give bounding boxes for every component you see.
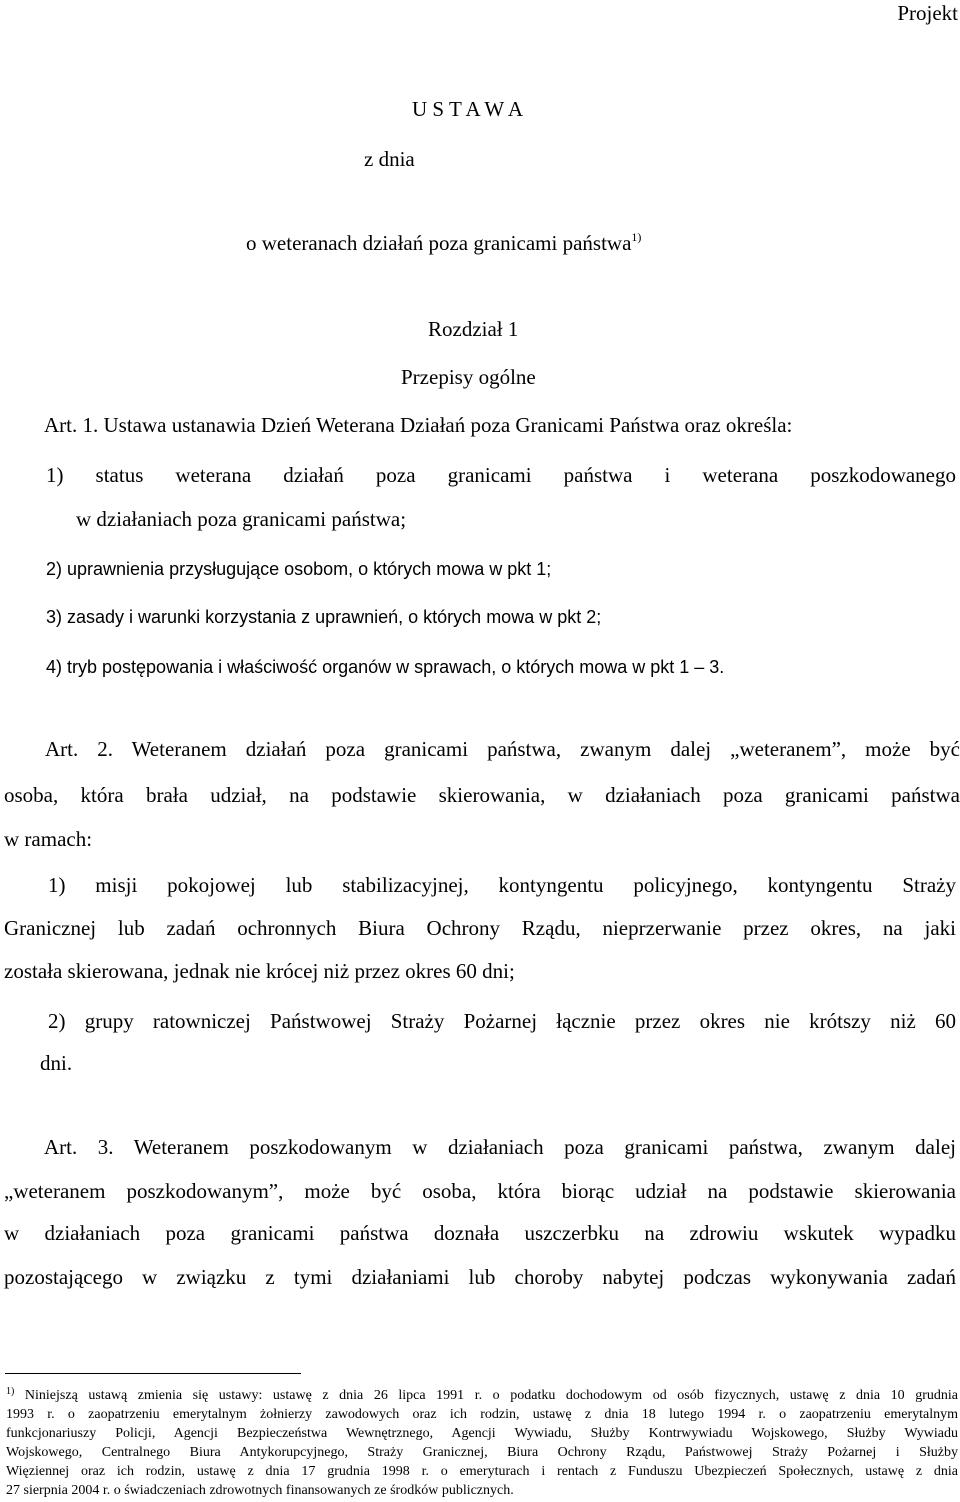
footnote-separator bbox=[5, 1373, 301, 1374]
art3-line1: Art. 3. Weteranem poszkodowanym w działaniach poza granicami państwa, zwanym dalej bbox=[44, 1135, 956, 1159]
art2-line3: w ramach: bbox=[4, 827, 93, 851]
art1-point2: 2) uprawnienia przysługujące osobom, o których mowa w pkt 1; bbox=[46, 559, 552, 579]
footnote-line-text: Niniejszą ustawą zmienia się ustawy: ustawę z dnia 26 lipca 1991 r. o podatku dochodowym od osób fizycznych, ustawę z dnia 10 grudnia bbox=[24, 1388, 958, 1403]
footnote-line: 1993 r. o zaopatrzeniu emerytalnym żołnierzy zawodowych oraz ich rodzin, ustawę z dnia 18 lutego 1994 r. o zaopatrzeniu emerytalnym bbox=[6, 1407, 958, 1422]
act-date: z dnia bbox=[364, 147, 415, 171]
art2-point1-line2: Granicznej lub zadań ochronnych Biura Ochrony Rządu, nieprzerwanie przez okres, na jaki bbox=[4, 916, 956, 940]
art1-point1-line1: 1) status weterana działań poza granicami państwa i weterana poszkodowanego bbox=[46, 463, 956, 487]
footnote bbox=[6, 1386, 958, 1500]
art1-point3: 3) zasady i warunki korzystania z uprawnień, o których mowa w pkt 2; bbox=[46, 607, 602, 627]
footnote-line bbox=[6, 1386, 958, 1405]
art2-line2: osoba, która brała udział, na podstawie skierowania, w działaniach poza granicami państwa bbox=[4, 783, 960, 807]
art1-head: Art. 1. Ustawa ustanawia Dzień Weterana Działań poza Granicami Państwa oraz określa: bbox=[44, 413, 793, 437]
footnote-line: Więziennej oraz ich rodzin, ustawę z dnia 17 grudnia 1998 r. o emeryturach i rentach z Funduszu Ubezpieczeń Społecznych, ustawę z dnia bbox=[6, 1464, 958, 1479]
art2-point1-line3: została skierowana, jednak nie krócej niż przez okres 60 dni; bbox=[4, 959, 515, 983]
art3-line2: „weteranem poszkodowanym”, może być osoba, która biorąc udział na podstawie skierowania bbox=[4, 1179, 956, 1203]
project-label: Projekt bbox=[897, 1, 958, 25]
footnote-reference: 1) bbox=[631, 230, 642, 244]
art2-point1-line1: 1) misji pokojowej lub stabilizacyjnej, kontyngentu policyjnego, kontyngentu Straży bbox=[48, 873, 956, 897]
art2-point2-line2: dni. bbox=[40, 1051, 73, 1075]
art3-line4: pozostającego w związku z tymi działaniami lub choroby nabytej podczas wykonywania zadań bbox=[4, 1265, 956, 1289]
chapter-number: Rozdział 1 bbox=[428, 317, 519, 341]
footnote-line: 27 sierpnia 2004 r. o świadczeniach zdrowotnych finansowanych ze środków publicznych. bbox=[6, 1483, 514, 1498]
act-subject-text: o weteranach działań poza granicami państwa bbox=[246, 231, 632, 255]
footnote-marker: 1) bbox=[6, 1386, 15, 1397]
art3-line3: w działaniach poza granicami państwa doznała uszczerbku na zdrowiu wskutek wypadku bbox=[4, 1221, 956, 1245]
art2-point2-line1: 2) grupy ratowniczej Państwowej Straży Pożarnej łącznie przez okres nie krótszy niż 60 bbox=[48, 1009, 956, 1033]
art1-point1-line2: w działaniach poza granicami państwa; bbox=[76, 507, 407, 531]
footnote-line: Wojskowego, Centralnego Biura Antykorupcyjnego, Straży Granicznej, Biura Ochrony Rządu, Państwowej Straży Pożarnej i Służby bbox=[6, 1445, 958, 1460]
art2-line1: Art. 2. Weteranem działań poza granicami państwa, zwanym dalej „weteranem”, może być bbox=[45, 737, 960, 761]
footnote-line: funkcjonariuszy Policji, Agencji Bezpieczeństwa Wewnętrznego, Agencji Wywiadu, Służby Kontrwywiadu Wojskowego, Służby Wywiadu bbox=[6, 1426, 958, 1441]
act-subject bbox=[246, 230, 641, 256]
act-title: U S T A W A bbox=[412, 97, 524, 121]
art1-point4: 4) tryb postępowania i właściwość organów w sprawach, o których mowa w pkt 1 – 3. bbox=[46, 657, 725, 677]
chapter-name: Przepisy ogólne bbox=[401, 365, 536, 389]
